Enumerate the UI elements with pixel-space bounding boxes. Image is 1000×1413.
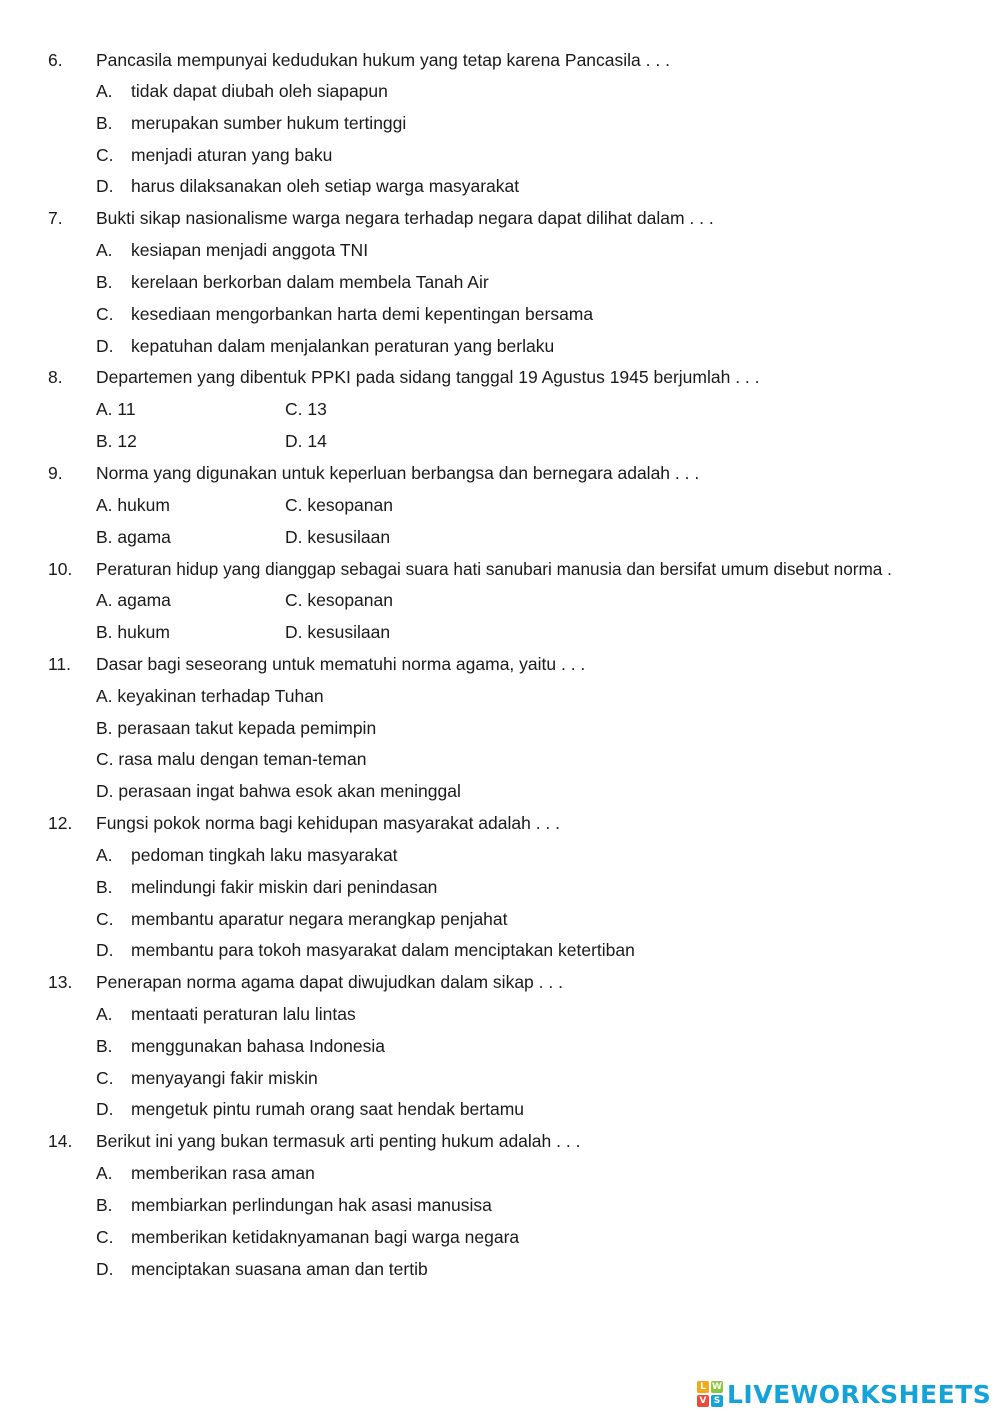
option-d[interactable]: D. kesusilaan bbox=[285, 527, 391, 547]
option-c[interactable] bbox=[0, 1067, 1000, 1089]
option-text: merupakan sumber hukum tertinggi bbox=[131, 113, 407, 133]
logo-text: LIVEWORKSHEETS bbox=[727, 1379, 992, 1409]
option-letter: C. bbox=[96, 909, 114, 929]
logo-icon-tile: V bbox=[697, 1395, 709, 1407]
option-letter: C. bbox=[96, 304, 114, 324]
option-b[interactable]: B. agama bbox=[96, 527, 171, 547]
option-letter: D. bbox=[96, 1099, 114, 1119]
option-letter: C. bbox=[96, 145, 114, 165]
logo-icon-tile: S bbox=[711, 1395, 723, 1407]
option-letter: A. bbox=[96, 81, 113, 101]
option-letter: D. bbox=[96, 1259, 114, 1279]
option-letter: B. bbox=[96, 272, 113, 292]
option-letter: D. bbox=[96, 336, 114, 356]
question-text: Dasar bagi seseorang untuk mematuhi norma agama, yaitu . . . bbox=[96, 654, 586, 674]
option-b[interactable]: B. hukum bbox=[96, 622, 170, 642]
option-b[interactable]: B. 12 bbox=[96, 431, 137, 451]
question-text: Penerapan norma agama dapat diwujudkan dalam sikap . . . bbox=[96, 972, 563, 992]
option-text: kesiapan menjadi anggota TNI bbox=[131, 240, 369, 260]
question-text: Berikut ini yang bukan termasuk arti penting hukum adalah . . . bbox=[96, 1131, 581, 1151]
option-d[interactable]: D. kesusilaan bbox=[285, 622, 391, 642]
option-a[interactable] bbox=[0, 1003, 1000, 1025]
option-text: membantu aparatur negara merangkap penjahat bbox=[131, 909, 508, 929]
option-letter: A. bbox=[96, 1163, 113, 1183]
liveworksheets-logo bbox=[697, 1380, 991, 1408]
option-text: mentaati peraturan lalu lintas bbox=[131, 1004, 356, 1024]
option-text: membantu para tokoh masyarakat dalam menciptakan ketertiban bbox=[131, 940, 635, 960]
question-number: 10. bbox=[48, 559, 73, 579]
option-text: menjadi aturan yang baku bbox=[131, 145, 333, 165]
option-c[interactable]: C. kesopanan bbox=[285, 590, 393, 610]
option-c[interactable]: C. 13 bbox=[285, 399, 327, 419]
option-c[interactable]: C. rasa malu dengan teman-teman bbox=[96, 749, 367, 769]
question-number: 8. bbox=[48, 367, 63, 387]
question-text: Norma yang digunakan untuk keperluan berbangsa dan bernegara adalah . . . bbox=[96, 463, 700, 483]
option-text: membiarkan perlindungan hak asasi manusisa bbox=[131, 1195, 492, 1215]
question-number: 14. bbox=[48, 1131, 73, 1151]
option-c[interactable]: C. kesopanan bbox=[285, 495, 393, 515]
option-text: menggunakan bahasa Indonesia bbox=[131, 1036, 385, 1056]
option-letter: C. bbox=[96, 1068, 114, 1088]
question-number: 9. bbox=[48, 463, 63, 483]
option-d[interactable] bbox=[0, 939, 1000, 961]
option-text: melindungi fakir miskin dari penindasan bbox=[131, 877, 438, 897]
option-text: pedoman tingkah laku masyarakat bbox=[131, 845, 398, 865]
question-text: Bukti sikap nasionalisme warga negara terhadap negara dapat dilihat dalam . . . bbox=[96, 208, 714, 228]
option-text: menyayangi fakir miskin bbox=[131, 1068, 318, 1088]
option-a[interactable] bbox=[0, 80, 1000, 102]
option-d[interactable]: D. perasaan ingat bahwa esok akan meninggal bbox=[96, 781, 461, 801]
option-text: menciptakan suasana aman dan tertib bbox=[131, 1259, 428, 1279]
option-text: memberikan ketidaknyamanan bagi warga negara bbox=[131, 1227, 520, 1247]
option-text: mengetuk pintu rumah orang saat hendak bertamu bbox=[131, 1099, 525, 1119]
option-c[interactable] bbox=[0, 1226, 1000, 1248]
question-text: Departemen yang dibentuk PPKI pada sidang tanggal 19 Agustus 1945 berjumlah . . . bbox=[96, 367, 760, 387]
option-b[interactable] bbox=[0, 1194, 1000, 1216]
option-text: memberikan rasa aman bbox=[131, 1163, 315, 1183]
option-letter: D. bbox=[96, 176, 114, 196]
option-text: harus dilaksanakan oleh setiap warga masyarakat bbox=[131, 176, 520, 196]
option-b[interactable] bbox=[0, 271, 1000, 293]
option-a[interactable] bbox=[0, 239, 1000, 261]
option-text: kepatuhan dalam menjalankan peraturan yang berlaku bbox=[131, 336, 555, 356]
question-number: 12. bbox=[48, 813, 73, 833]
option-letter: C. bbox=[96, 1227, 114, 1247]
option-letter: D. bbox=[96, 940, 114, 960]
liveworksheets-icon bbox=[697, 1381, 723, 1407]
option-c[interactable] bbox=[0, 144, 1000, 166]
option-a[interactable] bbox=[0, 1162, 1000, 1184]
option-a[interactable]: A. keyakinan terhadap Tuhan bbox=[96, 686, 324, 706]
option-a[interactable]: A. hukum bbox=[96, 495, 170, 515]
question-number: 6. bbox=[48, 50, 63, 70]
option-a[interactable]: A. agama bbox=[96, 590, 171, 610]
option-b[interactable] bbox=[0, 112, 1000, 134]
option-text: tidak dapat diubah oleh siapapun bbox=[131, 81, 388, 101]
option-a[interactable] bbox=[0, 844, 1000, 866]
option-letter: A. bbox=[96, 240, 113, 260]
option-letter: B. bbox=[96, 113, 113, 133]
option-letter: B. bbox=[96, 1036, 113, 1056]
question-text: Peraturan hidup yang dianggap sebagai suara hati sanubari manusia dan bersifat umum disebut norma . bbox=[96, 559, 892, 579]
question-number: 13. bbox=[48, 972, 73, 992]
option-letter: B. bbox=[96, 1195, 113, 1215]
question-number: 7. bbox=[48, 208, 63, 228]
question-number: 11. bbox=[48, 654, 72, 674]
option-b[interactable] bbox=[0, 1035, 1000, 1057]
logo-icon-tile: W bbox=[712, 1382, 722, 1392]
question-text: Pancasila mempunyai kedudukan hukum yang tetap karena Pancasila . . . bbox=[96, 50, 670, 70]
option-text: kerelaan berkorban dalam membela Tanah Air bbox=[131, 272, 489, 292]
option-a[interactable]: A. 11 bbox=[96, 399, 136, 419]
option-letter: A. bbox=[96, 1004, 113, 1024]
option-d[interactable] bbox=[0, 175, 1000, 197]
option-b[interactable]: B. perasaan takut kepada pemimpin bbox=[96, 718, 377, 738]
logo-icon-tile: L bbox=[697, 1381, 709, 1393]
option-d[interactable] bbox=[0, 1258, 1000, 1280]
option-b[interactable] bbox=[0, 876, 1000, 898]
option-c[interactable] bbox=[0, 303, 1000, 325]
option-text: kesediaan mengorbankan harta demi kepentingan bersama bbox=[131, 304, 594, 324]
option-c[interactable] bbox=[0, 908, 1000, 930]
option-d[interactable] bbox=[0, 1098, 1000, 1120]
option-d[interactable] bbox=[0, 335, 1000, 357]
question-text: Fungsi pokok norma bagi kehidupan masyarakat adalah . . . bbox=[96, 813, 561, 833]
option-letter: A. bbox=[96, 845, 113, 865]
option-d[interactable]: D. 14 bbox=[285, 431, 327, 451]
option-letter: B. bbox=[96, 877, 113, 897]
